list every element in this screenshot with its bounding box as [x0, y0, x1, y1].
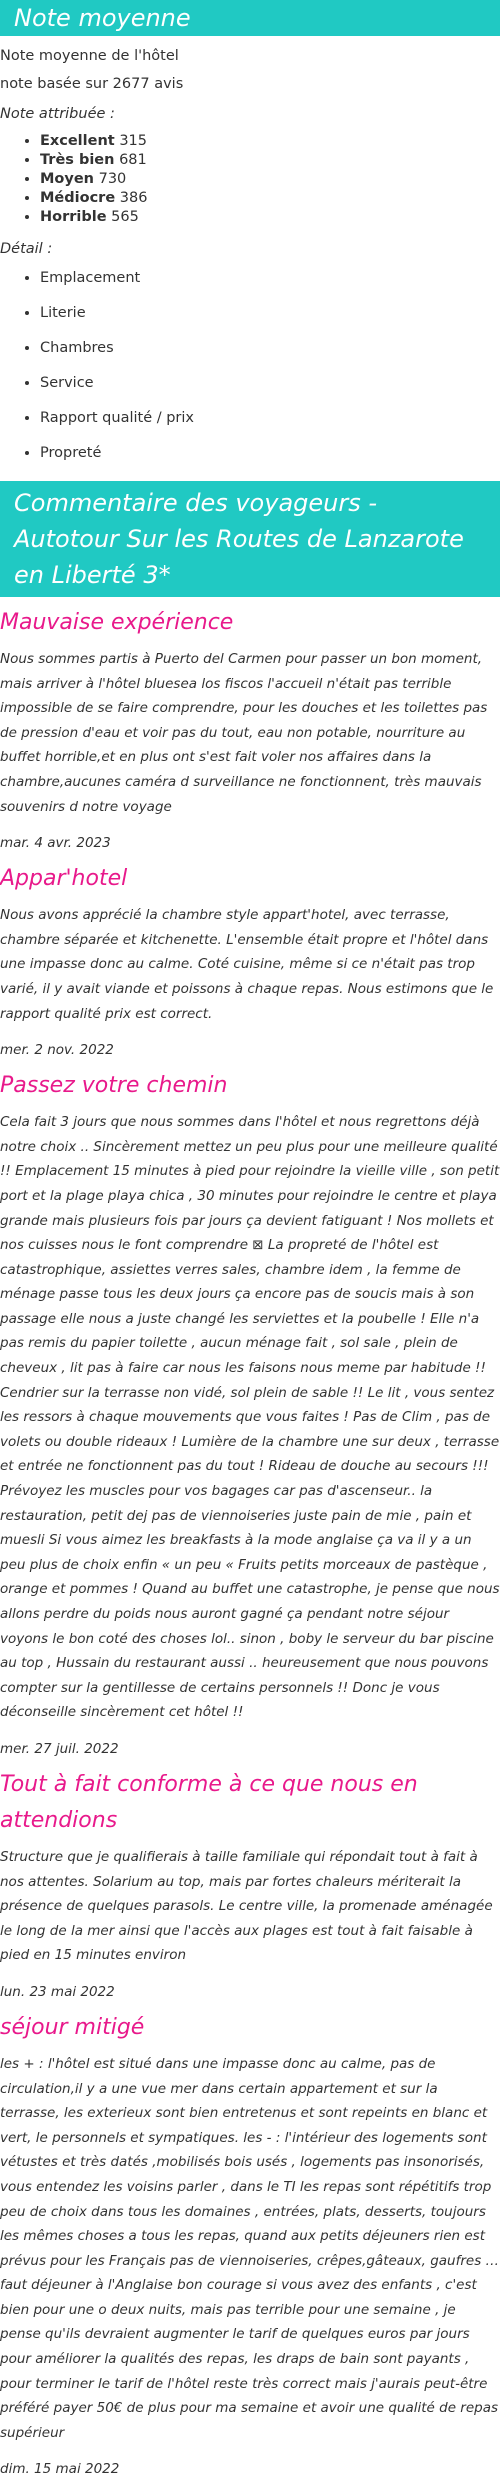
rating-count-horrible: 565 — [111, 209, 139, 225]
rating-item-tres-bien — [40, 151, 500, 170]
rating-breakdown-list — [0, 132, 500, 227]
review-count: note basée sur 2677 avis — [0, 76, 184, 92]
average-rating-banner — [0, 0, 500, 36]
review-date: mer. 27 juil. 2022 — [0, 1740, 119, 1757]
review-date: dim. 15 mai 2022 — [0, 2461, 120, 2478]
detail-item: • Propreté — [40, 436, 500, 471]
review-text: Nous sommes partis à Puerto del Carmen pour passer un bon moment, mais arriver à l'hôtel bluesea los fiscos l'accueil n'était pas terrible impossible de se faire comprendre, pour les douches et les toilettes pas de pression d'eau et voir pas du tout, eau non potable, nourriture au buffet horrible,et en plus ont s'est fait voler nos affaires dans la chambre,aucunes caméra d surveillance ne fonctionnent, très mauvais souvenirs d notre voyage — [0, 651, 488, 815]
detail-criteria-list — [0, 261, 500, 471]
review-text: Nous avons apprécié la chambre style appart'hotel, avec terrasse, chambre séparée et kitchenette. L'ensemble était propre et l'hôtel dans une impasse donc au calme. Coté cuisine, même si ce n'était pas trop varié, il y avait viande et poissons à chaque repas. Nous estimons que le rapport qualité prix est correct. — [0, 907, 494, 1022]
rating-label-horrible: Horrible — [40, 209, 107, 225]
detail-label: Détail : — [0, 241, 53, 257]
review-date: lun. 23 mai 2022 — [0, 1983, 115, 2000]
review-title: Passez votre chemin — [0, 1073, 228, 1099]
review-title: Mauvaise expérience — [0, 610, 234, 635]
rating-summary — [0, 48, 500, 471]
rating-item-mediocre — [40, 189, 500, 208]
rating-label-mediocre: Médiocre — [40, 190, 116, 206]
review-date: mer. 2 nov. 2022 — [0, 1042, 114, 1059]
rating-label: Note attribuée : — [0, 106, 115, 122]
review-text: les + : l'hôtel est situé dans une impasse donc au calme, pas de circulation,il y a une vue mer dans certain appartement et sur la terrasse, les exterieux sont bien entretenus et sont repeints en blanc et vert, le personnels et sympatiques. les - : l'intérieur des logements sont vétustes et très datés ,mobilisés bois usés , logements pas insonorisés, vous entendez les voisins parler , dans le TI les repas sont répétitifs trop peu de choix dans tous les domaines , entrées, plats, desserts, toujours les mêmes choses a tous les repas, quand aux petits déjeuners rien est prévus pour les Français pas de viennoiseries, crêpes,gâteaux, gaufres …faut déjeuner à l'Anglaise bon courage si vous avez des enfants , c'est bien pour une o deux nuits, mais pas terrible pour une semaine , je pense qu'ils devraient augmenter le tarif de quelques euros par jours pour améliorer la qualités des repas, les draps de bain sont payants , pour terminer le tarif de l'hôtel reste très correct mais j'aurais peut-être préféré payer 50€ de plus pour ma semaine et avoir une qualité de repas supérieur — [0, 2055, 500, 2441]
review-text: Cela fait 3 jours que nous sommes dans l'hôtel et nous regrettons déjà notre choix .. Sincèrement mettez un peu plus pour une meilleure qualité !! Emplacement 15 minutes à pied pour rejoindre la vieille ville , son petit port et la plage playa chica , 30 minutes pour rejoindre le centre et playa grande mais plusieurs fois par jours ça devient fatiguant ! Nos mollets et nos cuisses nous le font comprendre ⊠ La propreté de l'hôtel est catastrophique, assiettes verres sales, chambre idem , la femme de ménage passe tous les deux jours ça encore pas de soucis mais à son passage elle nous a juste changé les serviettes et la poubelle ! Elle n'a pas remis du papier toilette , aucun ménage fait , sol sale , plein de cheveux , lit pas à faire car nous les faisons nous meme par habitude !! Cendrier sur la terrasse non vidé, sol plein de sable !! Le lit , vous sentez les ressors à chaque mouvements que vous faites ! Pas de Clim , pas de volets ou double rideaux ! Lumière de la chambre une sur deux , terrasse et entrée ne fonctionnent pas du tout ! Rideau de douche au secours !!! Prévoyez les muscles pour vos bagages car pas d'ascenseur.. la restauration, petit dej pas de viennoiseries juste pain de mie , pain et muesli Si vous aimez les breakfasts à la mode anglaise ça va il y a un peu plus de choix enfin « un peu « Fruits petits morceaux de pastèque , orange et pommes ! Quand au buffet une catastrophe, je pense que nous allons perdre du poids nous auront gagné ça pendant notre séjour voyons le bon coté des choses lol.. sinon , boby le serveur du bar piscine au top , Hussain du restaurant aussi .. heureusement que nous pouvons compter sur la gentillesse de certains personnels !! Donc je vous déconseille sincèrement cet hôtel !! — [0, 1114, 500, 1721]
traveler-comments-banner — [0, 481, 500, 597]
review-item — [0, 1068, 500, 1759]
review-item — [0, 861, 500, 1060]
review-date: mar. 4 avr. 2023 — [0, 835, 111, 852]
detail-item: • Service — [40, 366, 500, 401]
rating-count-tres-bien: 681 — [119, 152, 147, 168]
review-title: Appar'hotel — [0, 866, 128, 892]
rating-label-tres-bien: Très bien — [40, 152, 115, 168]
rating-item-moyen — [40, 170, 500, 189]
detail-item: • Chambres — [40, 331, 500, 366]
average-rating-heading: Note moyenne — [14, 4, 191, 32]
review-item — [0, 2010, 500, 2479]
rating-item-horrible — [40, 208, 500, 227]
detail-item: • Rapport qualité / prix — [40, 401, 500, 436]
review-item — [0, 605, 500, 853]
rating-item-excellent — [40, 132, 500, 151]
rating-count-mediocre: 386 — [119, 190, 148, 206]
rating-label-excellent: Excellent — [40, 133, 115, 149]
summary-title: Note moyenne de l'hôtel — [0, 48, 179, 64]
review-title: Tout à fait conforme à ce que nous en attendions — [0, 1771, 418, 1833]
review-title: séjour mitigé — [0, 2014, 145, 2040]
traveler-comments-heading: Commentaire des voyageurs - Autotour Sur les Routes de Lanzarote en Liberté 3* — [14, 489, 464, 589]
detail-item: • Emplacement — [40, 261, 500, 296]
review-text: Structure que je qualifierais à taille familiale qui répondait tout à fait à nos attentes. Solarium au top, mais par fortes chaleurs mériterait la présence de quelques parasols. Le centre ville, la promenade aménagée le long de la mer ainsi que l'accès aux plages est tout à fait faisable à pied en 15 minutes environ — [0, 1848, 493, 1964]
rating-count-excellent: 315 — [119, 133, 148, 149]
rating-count-moyen: 730 — [98, 171, 127, 187]
review-list — [0, 605, 500, 2479]
detail-item: • Literie — [40, 296, 500, 331]
review-item — [0, 1767, 500, 2002]
rating-label-moyen: Moyen — [40, 171, 94, 187]
